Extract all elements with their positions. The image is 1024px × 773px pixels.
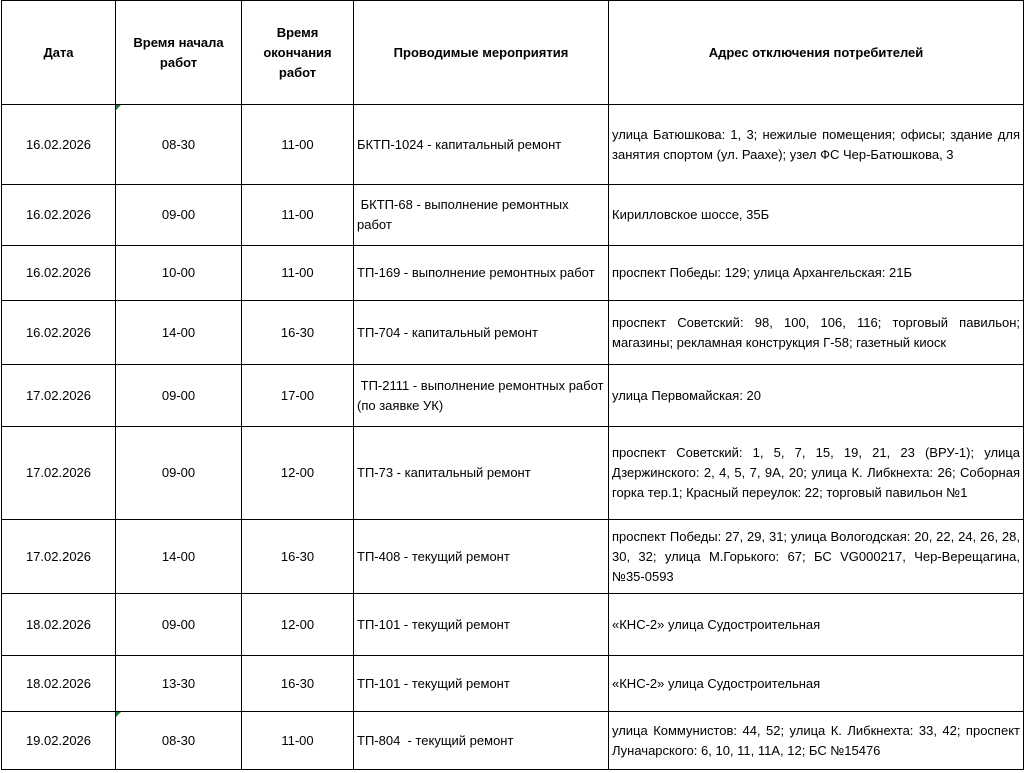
end-time-cell: 16-30 — [242, 520, 354, 594]
header-date: Дата — [2, 1, 116, 105]
table-row — [2, 301, 1024, 365]
activity-cell: БКТП-1024 - капитальный ремонт — [354, 105, 609, 185]
address-cell: проспект Победы: 129; улица Архангельская: 21Б — [609, 246, 1024, 301]
end-time-cell: 11-00 — [242, 105, 354, 185]
address-cell: «КНС-2» улица Судостроительная — [609, 656, 1024, 712]
end-time-cell: 16-30 — [242, 656, 354, 712]
date-cell: 19.02.2026 — [2, 712, 116, 770]
date-cell: 16.02.2026 — [2, 105, 116, 185]
activity-cell: ТП-704 - капитальный ремонт — [354, 301, 609, 365]
header-end-time: Время окончания работ — [242, 1, 354, 105]
address-cell: Кирилловское шоссе, 35Б — [609, 185, 1024, 246]
table-row — [2, 105, 1024, 185]
header-address: Адрес отключения потребителей — [609, 1, 1024, 105]
start-time-cell: 09-00 — [116, 594, 242, 656]
date-cell: 16.02.2026 — [2, 301, 116, 365]
start-time-cell: 09-00 — [116, 365, 242, 427]
start-time-cell: 10-00 — [116, 246, 242, 301]
end-time-cell: 11-00 — [242, 185, 354, 246]
address-cell: улица Коммунистов: 44, 52; улица К. Либкнехта: 33, 42; проспект Луначарского: 6, 10, 11, 11А, 12; БС №15476 — [609, 712, 1024, 770]
outage-schedule-table — [1, 0, 1024, 770]
activity-cell: ТП-101 - текущий ремонт — [354, 656, 609, 712]
table-row — [2, 520, 1024, 594]
end-time-cell: 12-00 — [242, 594, 354, 656]
address-cell: проспект Победы: 27, 29, 31; улица Вологодская: 20, 22, 24, 26, 28, 30, 32; улица М.Горького: 67; БС VG000217, Чер-Верещагина, №35-0593 — [609, 520, 1024, 594]
table-row — [2, 246, 1024, 301]
date-cell: 16.02.2026 — [2, 185, 116, 246]
table-row — [2, 712, 1024, 770]
activity-cell: ТП-804 - текущий ремонт — [354, 712, 609, 770]
date-cell: 18.02.2026 — [2, 594, 116, 656]
table-row — [2, 594, 1024, 656]
table-row — [2, 185, 1024, 246]
start-time-cell: 13-30 — [116, 656, 242, 712]
end-time-cell: 12-00 — [242, 427, 354, 520]
activity-cell: ТП-73 - капитальный ремонт — [354, 427, 609, 520]
activity-cell: ТП-2111 - выполнение ремонтных работ (по заявке УК) — [354, 365, 609, 427]
end-time-cell: 16-30 — [242, 301, 354, 365]
address-cell: «КНС-2» улица Судостроительная — [609, 594, 1024, 656]
address-cell: проспект Советский: 1, 5, 7, 15, 19, 21, 23 (ВРУ-1); улица Дзержинского: 2, 4, 5, 7, 9А, 20; улица К. Либкнехта: 26; Соборная горка тер.1; Красный переулок: 22; торговый павильон №1 — [609, 427, 1024, 520]
header-activities: Проводимые мероприятия — [354, 1, 609, 105]
address-cell: улица Батюшкова: 1, 3; нежилые помещения; офисы; здание для занятия спортом (ул. Раахе); узел ФС Чер-Батюшкова, 3 — [609, 105, 1024, 185]
address-cell: улица Первомайская: 20 — [609, 365, 1024, 427]
activity-cell: ТП-169 - выполнение ремонтных работ — [354, 246, 609, 301]
end-time-cell: 11-00 — [242, 712, 354, 770]
date-cell: 17.02.2026 — [2, 520, 116, 594]
date-cell: 18.02.2026 — [2, 656, 116, 712]
start-time-cell: 14-00 — [116, 301, 242, 365]
end-time-cell: 17-00 — [242, 365, 354, 427]
header-start-time: Время начала работ — [116, 1, 242, 105]
table-row — [2, 365, 1024, 427]
start-time-cell: 08-30 — [116, 712, 242, 770]
activity-cell: БКТП-68 - выполнение ремонтных работ — [354, 185, 609, 246]
table-row — [2, 656, 1024, 712]
activity-cell: ТП-408 - текущий ремонт — [354, 520, 609, 594]
header-row — [2, 1, 1024, 105]
address-cell: проспект Советский: 98, 100, 106, 116; торговый павильон; магазины; рекламная конструкция Г-58; газетный киоск — [609, 301, 1024, 365]
activity-cell: ТП-101 - текущий ремонт — [354, 594, 609, 656]
date-cell: 17.02.2026 — [2, 365, 116, 427]
table-row — [2, 427, 1024, 520]
date-cell: 17.02.2026 — [2, 427, 116, 520]
start-time-cell: 09-00 — [116, 185, 242, 246]
start-time-cell: 09-00 — [116, 427, 242, 520]
end-time-cell: 11-00 — [242, 246, 354, 301]
date-cell: 16.02.2026 — [2, 246, 116, 301]
start-time-cell: 08-30 — [116, 105, 242, 185]
start-time-cell: 14-00 — [116, 520, 242, 594]
